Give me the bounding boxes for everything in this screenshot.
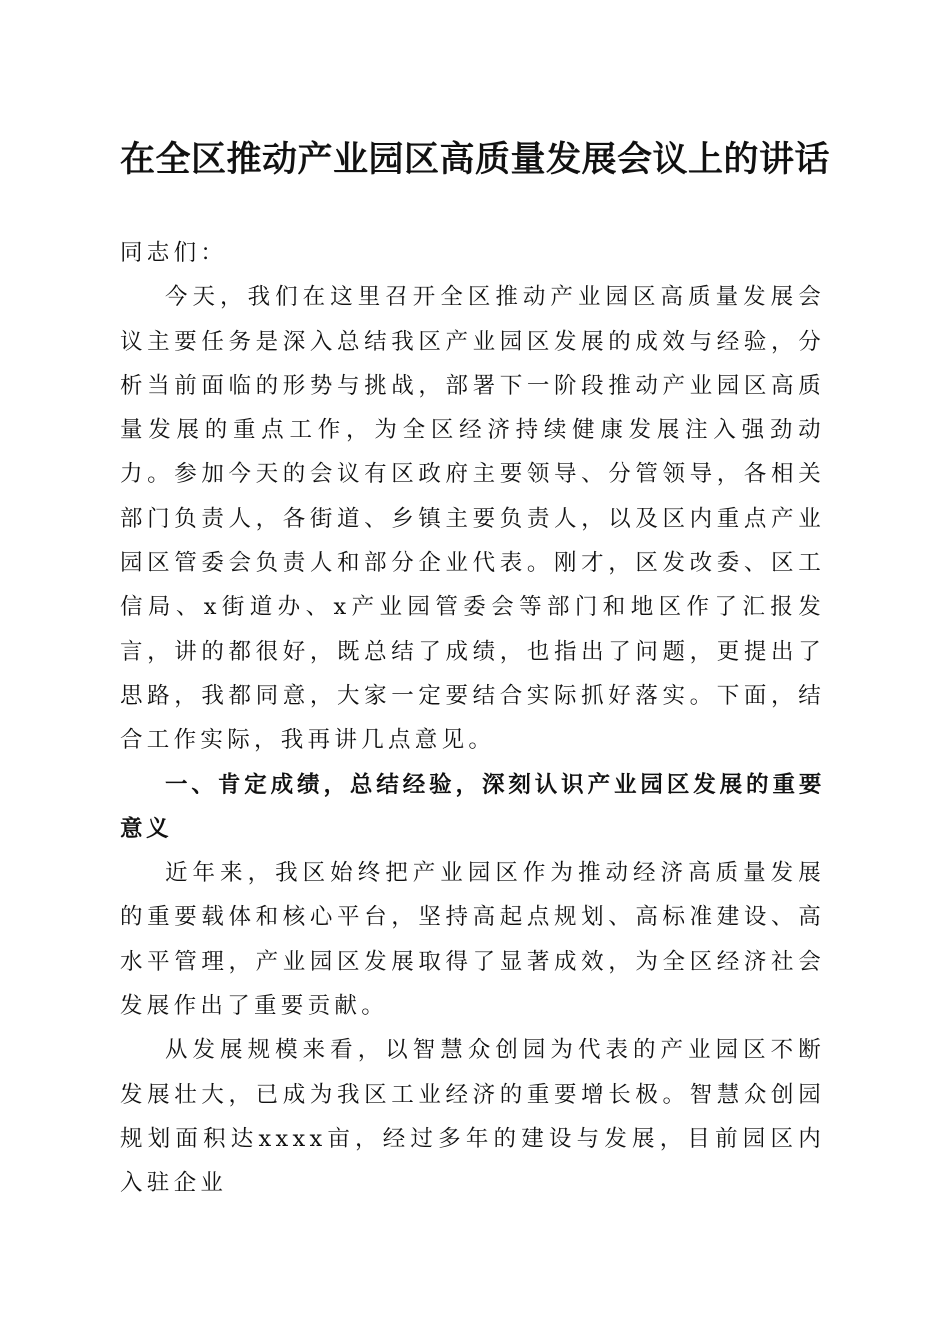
section-heading: 一、肯定成绩，总结经验，深刻认识产业园区发展的重要意义 [120, 771, 825, 842]
salutation: 同志们： [120, 240, 228, 266]
opening-paragraph: 今天，我们在这里召开全区推动产业园区高质量发展会议主要任务是深入总结我区产业园区发展的成效与经验，分析当前面临的形势与挑战，部署下一阶段推动产业园区高质量发展的重点工作，为全区经济持续健康发展注入强劲动力。参加今天的会议有区政府主要领导、分管领导，各相关部门负责人，各街道、乡镇主要负责人，以及区内重点产业园区管委会负责人和部分企业代表。刚才，区发改委、区工信局、x街道办、x产业园管委会等部门和地区作了汇报发言，讲的都很好，既总结了成绩，也指出了问题，更提出了思路，我都同意，大家一定要结合实际抓好落实。下面，结合工作实际，我再讲几点意见。 [120, 284, 825, 754]
section-paragraph: 近年来，我区始终把产业园区作为推动经济高质量发展的重要载体和核心平台，坚持高起点规划、高标准建设、高水平管理，产业园区发展取得了显著成效，为全区经济社会发展作出了重要贡献。 [120, 860, 825, 1020]
document-title: 在全区推动产业园区高质量发展会议上的讲话 [119, 139, 830, 180]
document-body [120, 231, 825, 1206]
section-paragraph: 从发展规模来看，以智慧众创园为代表的产业园区不断发展壮大，已成为我区工业经济的重要增长极。智慧众创园规划面积达xxxx亩，经过多年的建设与发展，目前园区内入驻企业 [120, 1037, 825, 1197]
